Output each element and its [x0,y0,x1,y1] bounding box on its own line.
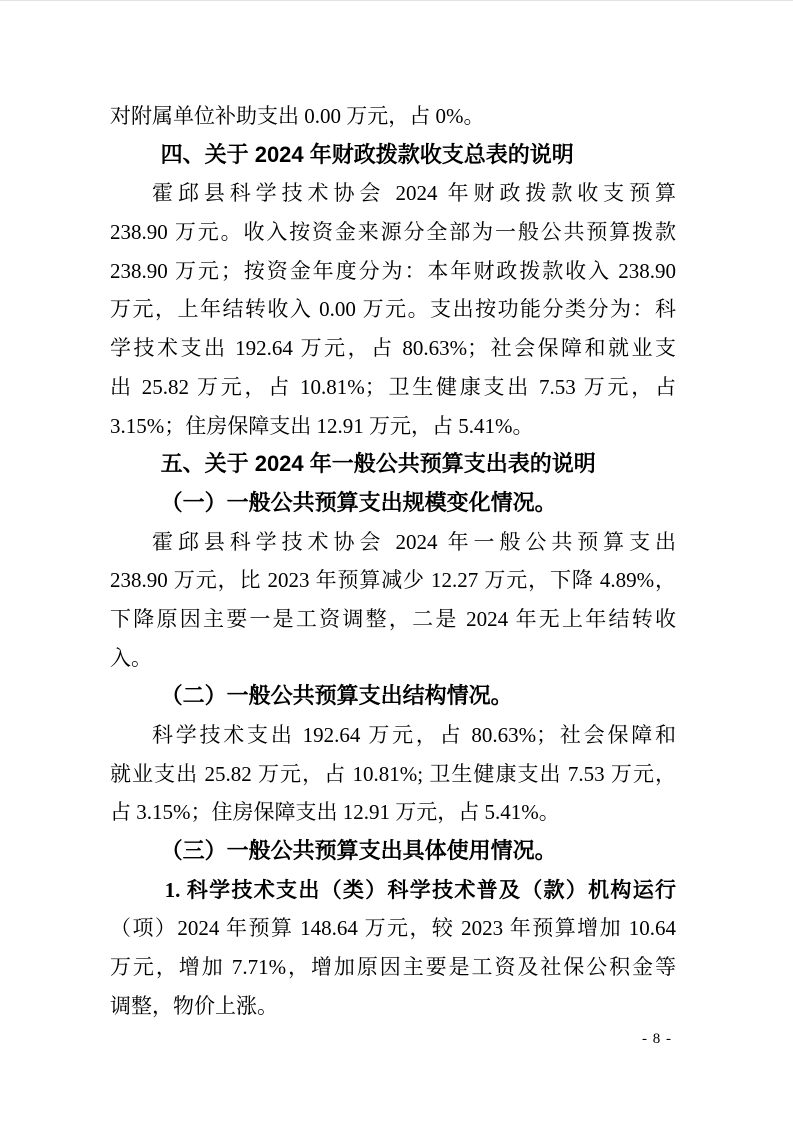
paragraph-line: 对附属单位补助支出 0.00 万元，占 0%。 [110,104,485,128]
paragraph-line: 238.90 万元，比 2023 年预算减少 12.27 万元，下降 4.89%， [110,568,676,593]
section-heading-iv: 四、关于 2024 年财政拨款收支总表的说明 [160,141,574,167]
paragraph-line: 调整，物价上涨。 [110,993,278,1018]
item-heading-1: 1. 科学技术支出（类）科学技术普及（款）机构运行 [164,877,676,902]
subsection-heading-2: （二）一般公共预算支出结构情况。 [160,683,513,709]
subsection-heading-1: （一）一般公共预算支出规模变化情况。 [160,489,557,515]
document-text-block [110,97,676,1026]
paragraph-line: 238.90 万元。收入按资金来源分全部为一般公共预算拨款 [110,220,676,245]
paragraph-line: 学技术支出 192.64 万元，占 80.63%；社会保障和就业支 [110,336,676,361]
paragraph-line: 就业支出 25.82 万元，占 10.81%; 卫生健康支出 7.53 万元， [110,761,676,786]
paragraph-line: 出 25.82 万元，占 10.81%；卫生健康支出 7.53 万元，占 [110,374,676,399]
paragraph-line: 238.90 万元；按资金年度分为：本年财政拨款收入 238.90 [110,258,676,283]
paragraph-line: 科学技术支出 192.64 万元，占 80.63%；社会保障和 [152,723,676,747]
subsection-heading-3: （三）一般公共预算支出具体使用情况。 [160,838,557,864]
paragraph-line: （项）2024 年预算 148.64 万元，较 2023 年预算增加 10.64 [110,916,676,941]
paragraph-line: 3.15%；住房保障支出 12.91 万元，占 5.41%。 [110,413,534,438]
paragraph-line: 霍邱县科学技术协会 2024 年财政拨款收支预算 [152,181,676,206]
paragraph-line: 霍邱县科学技术协会 2024 年一般公共预算支出 [152,529,676,554]
paragraph-line: 占 3.15%；住房保障支出 12.91 万元，占 5.41%。 [110,800,560,825]
section-heading-v: 五、关于 2024 年一般公共预算支出表的说明 [160,451,596,477]
page-number: - 8 - [642,1031,672,1047]
paragraph-line: 万元，上年结转收入 0.00 万元。支出按功能分类分为：科 [110,297,676,322]
paragraph-line: 下降原因主要一是工资调整，二是 2024 年无上年结转收 [110,606,676,631]
paragraph-line: 入。 [110,645,152,670]
paragraph-line: 万元，增加 7.71%，增加原因主要是工资及社保公积金等 [110,955,676,980]
